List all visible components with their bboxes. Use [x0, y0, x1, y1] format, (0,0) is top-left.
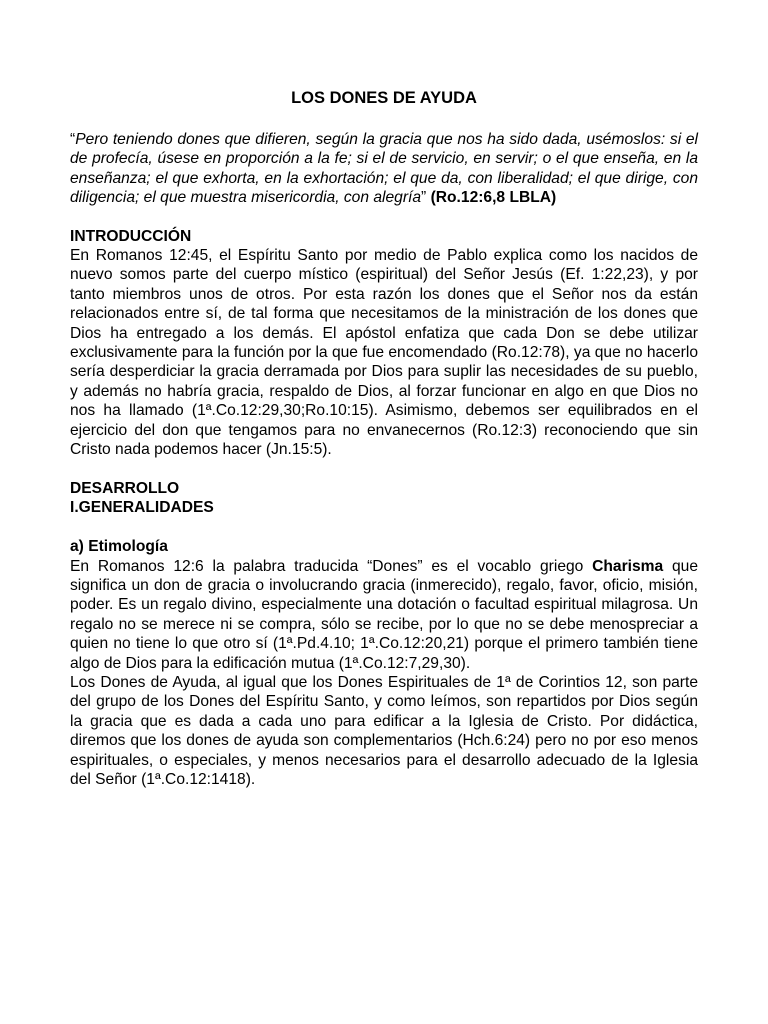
etimologia-p1-end: que significa un don de gracia o involucrando gracia (inmerecido), regalo, favor, oficio, misión, poder. Es un regalo divino, especialmente una dotación o facultad espiritual milagrosa. Un regalo no se merece ni se compra, sólo se recibe, por lo que no se debe menospreciar a quien no tiene lo que otro sí (1ª.Pd.4.10; 1ª.Co.12:20,21) porque el primero también tiene algo de Dios para la edificación mutua (1ª.Co.12:7,29,30). [70, 557, 698, 672]
desarrollo-heading: DESARROLLO [70, 479, 180, 497]
epigraph-quote [70, 130, 698, 208]
epigraph-open-quote: “ [70, 131, 76, 148]
introduccion-heading: INTRODUCCIÓN [70, 227, 192, 245]
section-spacer [70, 518, 698, 537]
etimologia-p1-start: En Romanos 12:6 la palabra traducida “Dones” es el vocablo griego [70, 557, 593, 575]
charisma-term: Charisma [592, 557, 664, 575]
etimologia-paragraph-1 [70, 557, 698, 673]
epigraph-close-quote: ” [421, 189, 431, 207]
epigraph-text: Pero teniendo dones que difieren, según la gracia que nos ha sido dada, usémoslos: si el de profecía, úsese en proporción a la fe; si el de servicio, en servir; o el que enseña, en la enseñanza; el que exhorta, en la exhortación; el que da, con liberalidad; el que dirige, con diligencia; el que muestra misericordia, con alegría [70, 131, 698, 207]
generalidades-heading: I.GENERALIDADES [70, 499, 214, 517]
document-title: LOS DONES DE AYUDA [291, 89, 477, 107]
document-page [70, 88, 698, 789]
introduccion-paragraph: En Romanos 12:45, el Espíritu Santo por medio de Pablo explica como los nacidos de nuevo somos parte del cuerpo místico (espiritual) del Señor Jesús (Ef. 1:22,23), y por tanto miembros unos de otros. Por esta razón los dones que el Señor nos da están relacionados entre sí, de tal forma que necesitamos de la ministración de los dones que Dios ha entregado a los demás. El apóstol enfatiza que cada Don se debe utilizar exclusivamente para la función por la que fue encomendado (Ro.12:78), ya que no hacerlo sería desperdiciar la gracia derramada por Dios para suplir las necesidades de su pueblo, y además no habría gracia, respaldo de Dios, al forzar funcionar en algo en que Dios no nos ha llamado (1ª.Co.12:29,30;Ro.10:15). Asimismo, debemos ser equilibrados en el ejercicio del don que tengamos para no envanecernos (Ro.12:3) reconociendo que sin Cristo nada podemos hacer (Jn.15:5). [70, 247, 698, 459]
etimologia-paragraph-2: Los Dones de Ayuda, al igual que los Dones Espirituales de 1ª de Corintios 12, son parte del grupo de los Dones del Espíritu Santo, y como leímos, son repartidos por Dios según la gracia que es dada a cada uno para edificar a la Iglesia de Cristo. Por didáctica, diremos que los dones de ayuda son complementarios (Hch.6:24) pero no por eso menos espirituales, o especiales, y menos necesarios para el desarrollo adecuado de la Iglesia del Señor (1ª.Co.12:1418). [70, 673, 698, 788]
epigraph-reference: (Ro.12:6,8 LBLA) [430, 189, 557, 207]
section-spacer [70, 460, 698, 479]
etimologia-heading: a) Etimología [70, 538, 168, 556]
